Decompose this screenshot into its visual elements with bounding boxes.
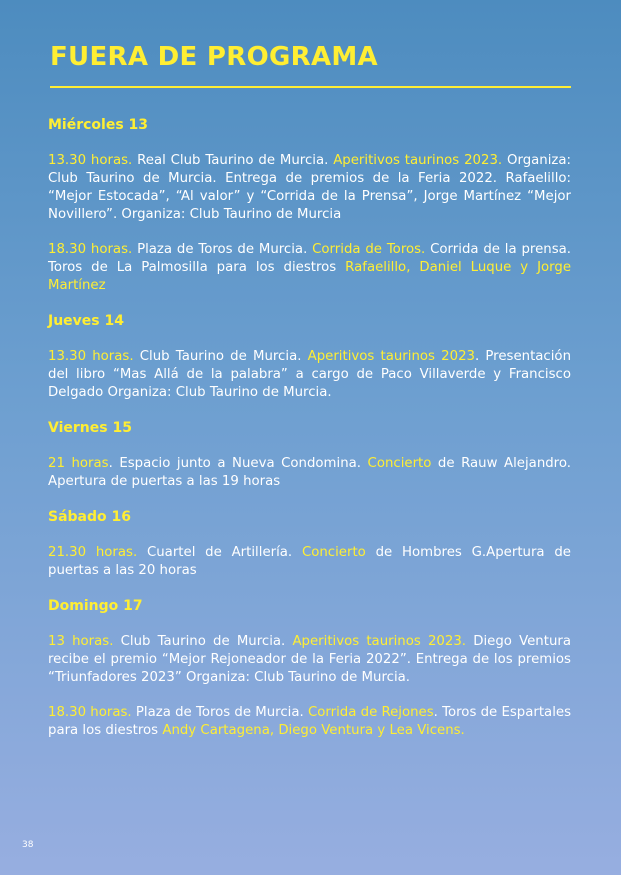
event-names: Andy Cartagena, Diego Ventura y Lea Vicens. (162, 723, 465, 738)
event-entry (48, 152, 571, 224)
event-names: Rafaelillo, Daniel Luque y Jorge Martínez (48, 260, 571, 293)
event-place: Plaza de Toros de Murcia. (131, 705, 308, 720)
event-entry (48, 241, 571, 295)
event-details: . Toros de Espartales para los diestros (48, 705, 572, 738)
event-details: de Hombres G.Apertura de puertas a las 20 horas (48, 545, 571, 578)
event-time: 13.30 horas. (48, 349, 134, 364)
day-heading: Viernes 15 (48, 420, 132, 436)
event-entry (48, 455, 571, 491)
event-title: Aperitivos taurinos 2023. (333, 153, 503, 168)
event-details: . Presentación del libro “Mas Allá de la palabra” a cargo de Paco Villaverde y Francisco Delgado Organiza: Club Taurino de Murcia. (48, 349, 571, 400)
program-list (48, 116, 571, 757)
day-heading: Domingo 17 (48, 598, 143, 614)
event-place: . Espacio junto a Nueva Condomina. (108, 456, 368, 471)
event-time: 21 horas (48, 456, 109, 471)
event-time: 21.30 horas. (48, 545, 138, 560)
event-place: Club Taurino de Murcia. (133, 349, 308, 364)
day-section (48, 597, 571, 740)
page-number: 38 (22, 840, 34, 850)
event-entry (48, 544, 571, 580)
event-entry (48, 704, 571, 740)
day-section (48, 419, 571, 491)
event-details: Corrida de la prensa. Toros de La Palmosilla para los diestros (48, 242, 572, 275)
event-entry (48, 348, 571, 402)
event-place: Club Taurino de Murcia. (113, 634, 293, 649)
event-details: de Rauw Alejandro. Apertura de puertas a las 19 horas (48, 456, 571, 489)
event-place: Plaza de Toros de Murcia. (132, 242, 313, 257)
event-time: 13.30 horas. (48, 153, 133, 168)
day-section (48, 508, 571, 580)
page-title: FUERA DE PROGRAMA (50, 42, 378, 72)
event-place: Cuartel de Artillería. (137, 545, 302, 560)
day-heading: Miércoles 13 (48, 117, 149, 133)
event-details: Organiza: Club Taurino de Murcia. Entrega de premios de la Feria 2022. Rafaelillo: “Mejor Estocada”, “Al valor” y “Corrida de la Prensa”, Jorge Martínez “Mejor Novillero”. Organiza: Club Taurino de Murcia (48, 153, 572, 222)
event-time: 18.30 horas. (48, 242, 133, 257)
event-time: 13 horas. (48, 634, 114, 649)
title-underline (50, 86, 571, 88)
event-title: Corrida de Rejones (307, 705, 434, 720)
day-heading: Jueves 14 (48, 313, 124, 329)
event-title: Corrida de Toros. (312, 242, 426, 257)
day-section (48, 116, 571, 295)
event-time: 18.30 horas. (48, 705, 132, 720)
day-heading: Sábado 16 (48, 509, 131, 525)
event-title: Aperitivos taurinos 2023. (292, 634, 467, 649)
event-title: Concierto (367, 456, 432, 471)
event-title: Aperitivos taurinos 2023 (307, 349, 475, 364)
event-entry (48, 633, 571, 687)
event-place: Real Club Taurino de Murcia. (132, 153, 334, 168)
day-section (48, 312, 571, 402)
event-title: Concierto (301, 545, 366, 560)
event-details: Diego Ventura recibe el premio “Mejor Rejoneador de la Feria 2022”. Entrega de los premios “Triunfadores 2023” Organiza: Club Taurino de Murcia. (48, 634, 571, 685)
